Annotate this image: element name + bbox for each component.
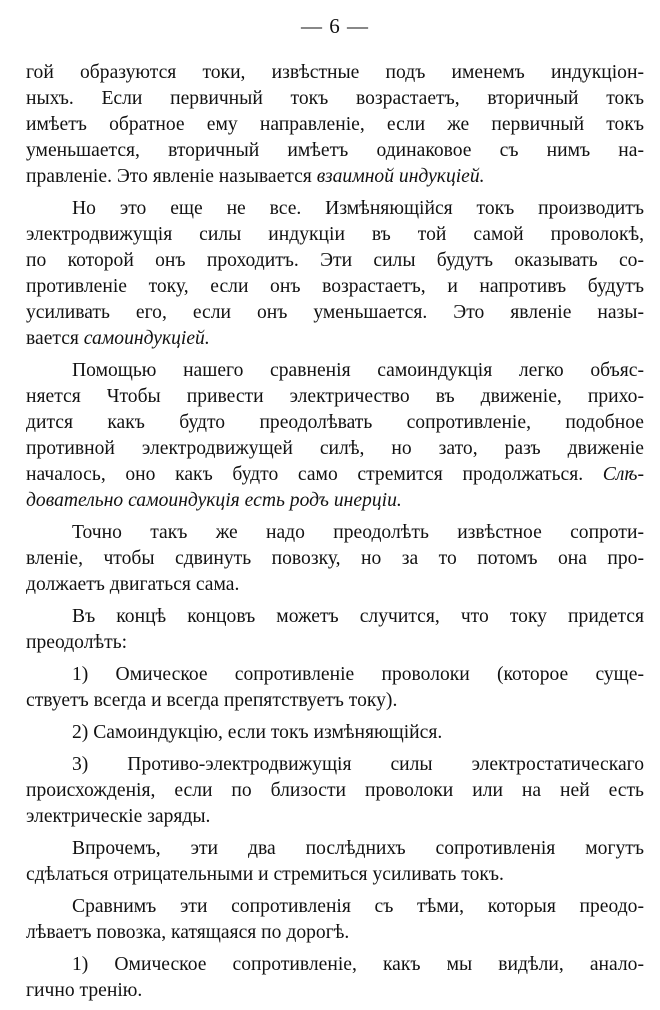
text-line — [26, 520, 644, 546]
line-text: гой образуются токи, извѣстные подъ именемъ индукціон- — [26, 62, 644, 83]
paragraph — [26, 60, 644, 190]
line-text: сдѣлаться отрицательными и стремиться усиливать токъ. — [26, 864, 504, 885]
line-text: началось, оно какъ будто само стремится продолжаться. — [26, 464, 603, 485]
text-line — [26, 384, 644, 410]
text-line — [26, 488, 644, 514]
text-line — [26, 720, 644, 746]
paragraph — [26, 358, 644, 514]
line-text: правленіе. Это явленіе называется — [26, 166, 317, 187]
text-line — [26, 138, 644, 164]
line-text: усиливать его, если онъ уменьшается. Это явленіе назы- — [26, 302, 644, 323]
text-line — [26, 920, 644, 946]
italic-text: самоиндукціей. — [83, 328, 210, 349]
italic-text: довательно самоиндукція есть родъ инерціи. — [26, 490, 402, 511]
text-line — [26, 546, 644, 572]
paragraph — [26, 196, 644, 352]
line-text: ныхъ. Если первичный токъ возрастаетъ, вторичный токъ — [26, 88, 644, 109]
text-line — [26, 164, 644, 190]
text-line — [26, 978, 644, 1004]
line-text: ствуетъ всегда и всегда препятствуетъ току). — [26, 690, 398, 711]
text-line — [26, 274, 644, 300]
text-line — [26, 572, 644, 598]
text-line — [26, 300, 644, 326]
line-text: происхожденія, если по близости проволоки или на ней есть — [26, 780, 644, 801]
text-line — [26, 752, 644, 778]
line-text: по которой онъ проходитъ. Эти силы будутъ оказывать со- — [26, 250, 644, 271]
paragraph — [26, 952, 644, 1004]
line-text: преодолѣть: — [26, 632, 128, 653]
line-text: 1) Омическое сопротивленіе проволоки (которое суще- — [72, 664, 644, 685]
line-text: электродвижущія силы индукціи въ той самой проволокѣ, — [26, 224, 644, 245]
line-text: имѣетъ обратное ему направленіе, если же первичный токъ — [26, 114, 644, 135]
text-line — [26, 222, 644, 248]
text-line — [26, 604, 644, 630]
line-text: Помощью нашего сравненія самоиндукція легко объяс- — [72, 360, 644, 381]
line-text: 3) Противо-электродвижущія силы электростатическаго — [72, 754, 644, 775]
text-line — [26, 196, 644, 222]
line-text: няется Чтобы привести электричество въ движеніе, прихо- — [26, 386, 644, 407]
document-page — [26, 10, 644, 1010]
text-line — [26, 86, 644, 112]
text-line — [26, 836, 644, 862]
line-text: вается — [26, 328, 84, 349]
line-text: уменьшается, вторичный имѣетъ одинаковое съ нимъ на- — [26, 140, 644, 161]
text-line — [26, 662, 644, 688]
text-line — [26, 462, 644, 488]
text-line — [26, 358, 644, 384]
paragraph — [26, 662, 644, 714]
paragraph — [26, 720, 644, 746]
page-number: — 6 — — [301, 14, 369, 38]
text-line — [26, 778, 644, 804]
italic-text: взаимной индукціей. — [316, 166, 485, 187]
line-text: Сравнимъ эти сопротивленія съ тѣми, которыя преодо- — [72, 896, 644, 917]
text-line — [26, 630, 644, 656]
line-text: противленіе току, если онъ возрастаетъ, и напротивъ будутъ — [26, 276, 644, 297]
text-line — [26, 436, 644, 462]
paragraph — [26, 604, 644, 656]
line-text: вленіе, чтобы сдвинуть повозку, но за то потомъ она про- — [26, 548, 644, 569]
text-line — [26, 60, 644, 86]
paragraph — [26, 520, 644, 598]
line-text: 2) Самоиндукцію, если токъ измѣняющійся. — [72, 722, 443, 743]
line-text: лѣваетъ повозка, катящаяся по дорогѣ. — [26, 922, 350, 943]
line-text: гично тренію. — [26, 980, 143, 1001]
text-line — [26, 894, 644, 920]
paragraph — [26, 894, 644, 946]
line-text: электрическіе заряды. — [26, 806, 211, 827]
line-text: должаетъ двигаться сама. — [26, 574, 240, 595]
paragraph — [26, 752, 644, 830]
line-text: дится какъ будто преодолѣвать сопротивленіе, подобное — [26, 412, 644, 433]
document-body — [26, 60, 644, 1004]
text-line — [26, 862, 644, 888]
paragraph — [26, 836, 644, 888]
text-line — [26, 248, 644, 274]
text-line — [26, 112, 644, 138]
line-text: Впрочемъ, эти два послѣднихъ сопротивленія могутъ — [72, 838, 644, 859]
line-text: 1) Омическое сопротивленіе, какъ мы видѣли, анало- — [72, 954, 644, 975]
text-line — [26, 804, 644, 830]
line-text: противной электродвижущей силѣ, но зато, разъ движеніе — [26, 438, 644, 459]
line-text: Точно такъ же надо преодолѣть извѣстное сопроти- — [72, 522, 644, 543]
text-line — [26, 326, 644, 352]
line-text: Въ концѣ концовъ можетъ случится, что току придется — [72, 606, 644, 627]
text-line — [26, 688, 644, 714]
line-text: Но это еще не все. Измѣняющійся токъ производитъ — [72, 198, 644, 219]
text-line — [26, 410, 644, 436]
italic-text: Слѣ- — [602, 464, 644, 485]
